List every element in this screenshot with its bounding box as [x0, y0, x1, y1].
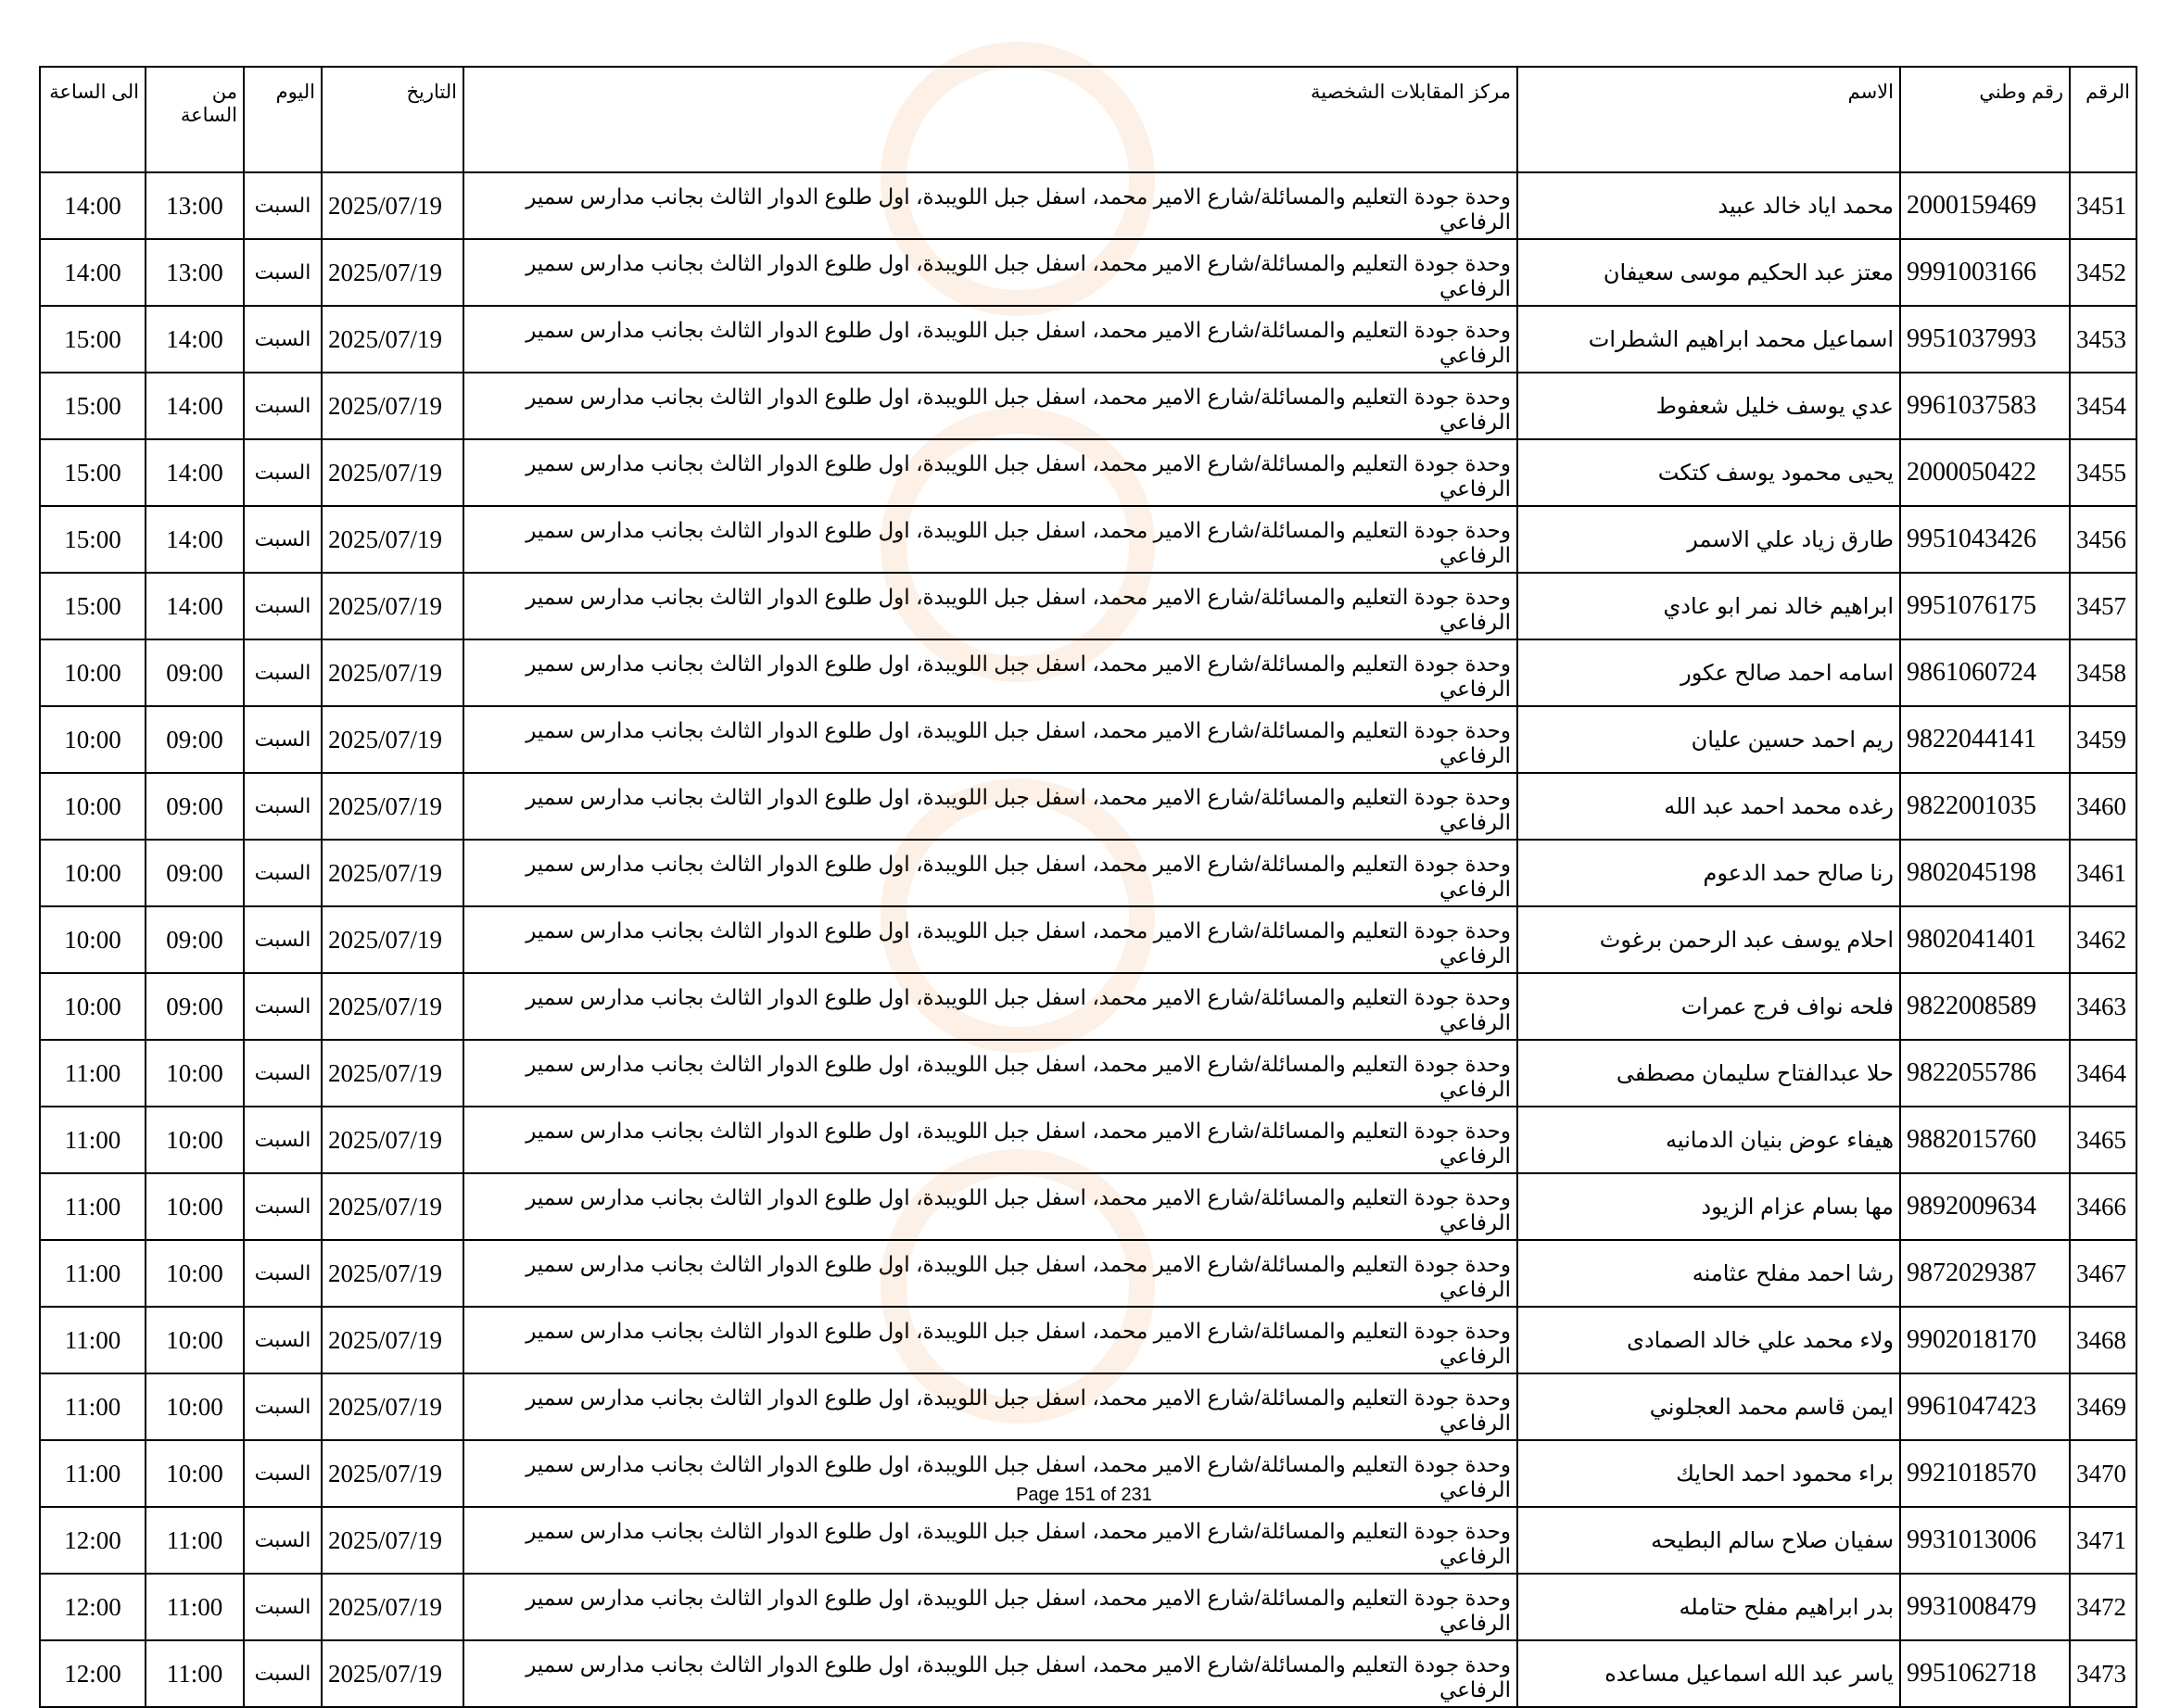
cell-name: مها بسام عزام الزيود: [1517, 1173, 1900, 1240]
cell-to: 11:00: [40, 1307, 146, 1373]
cell-date: 2025/07/19: [322, 306, 463, 373]
cell-national-id: 9951062718: [1900, 1640, 2070, 1707]
cell-center: وحدة جودة التعليم والمسائلة/شارع الامير محمد، اسفل جبل اللويبدة، اول طلوع الدوار الثالث بجانب مدارس سمير الرفاعي: [463, 1173, 1517, 1240]
cell-center: وحدة جودة التعليم والمسائلة/شارع الامير محمد، اسفل جبل اللويبدة، اول طلوع الدوار الثالث بجانب مدارس سمير الرفاعي: [463, 639, 1517, 706]
table-row: [40, 1574, 2136, 1640]
interview-schedule-table: [39, 66, 2137, 1708]
cell-to: 10:00: [40, 706, 146, 773]
cell-no: 3454: [2070, 373, 2136, 439]
cell-name: سفيان صلاح سالم البطيحه: [1517, 1507, 1900, 1574]
header-no: الرقم: [2070, 67, 2136, 172]
cell-day: السبت: [244, 1574, 322, 1640]
cell-center: وحدة جودة التعليم والمسائلة/شارع الامير محمد، اسفل جبل اللويبدة، اول طلوع الدوار الثالث بجانب مدارس سمير الرفاعي: [463, 573, 1517, 639]
cell-center: وحدة جودة التعليم والمسائلة/شارع الامير محمد، اسفل جبل اللويبدة، اول طلوع الدوار الثالث بجانب مدارس سمير الرفاعي: [463, 773, 1517, 840]
cell-to: 14:00: [40, 239, 146, 306]
cell-no: 3459: [2070, 706, 2136, 773]
cell-day: السبت: [244, 1373, 322, 1440]
cell-from: 14:00: [146, 439, 244, 506]
cell-national-id: 9931013006: [1900, 1507, 2070, 1574]
cell-date: 2025/07/19: [322, 906, 463, 973]
cell-day: السبت: [244, 906, 322, 973]
cell-day: السبت: [244, 1440, 322, 1507]
cell-day: السبت: [244, 506, 322, 573]
table-row: [40, 1307, 2136, 1373]
cell-day: السبت: [244, 1240, 322, 1307]
cell-date: 2025/07/19: [322, 1640, 463, 1707]
cell-day: السبت: [244, 1040, 322, 1107]
cell-to: 12:00: [40, 1640, 146, 1707]
cell-date: 2025/07/19: [322, 439, 463, 506]
table-row: [40, 1240, 2136, 1307]
cell-to: 12:00: [40, 1574, 146, 1640]
cell-day: السبت: [244, 1173, 322, 1240]
cell-name: رنا صالح حمد الدعوم: [1517, 840, 1900, 906]
table-row: [40, 906, 2136, 973]
table-row: [40, 373, 2136, 439]
cell-date: 2025/07/19: [322, 639, 463, 706]
cell-to: 10:00: [40, 639, 146, 706]
cell-no: 3471: [2070, 1507, 2136, 1574]
cell-no: 3460: [2070, 773, 2136, 840]
table-row: [40, 639, 2136, 706]
cell-day: السبت: [244, 306, 322, 373]
cell-date: 2025/07/19: [322, 573, 463, 639]
cell-national-id: 9802045198: [1900, 840, 2070, 906]
cell-no: 3465: [2070, 1107, 2136, 1173]
cell-to: 10:00: [40, 973, 146, 1040]
cell-date: 2025/07/19: [322, 1307, 463, 1373]
cell-from: 10:00: [146, 1173, 244, 1240]
cell-national-id: 9822055786: [1900, 1040, 2070, 1107]
cell-no: 3466: [2070, 1173, 2136, 1240]
cell-to: 12:00: [40, 1507, 146, 1574]
table-row: [40, 840, 2136, 906]
cell-from: 10:00: [146, 1440, 244, 1507]
cell-to: 11:00: [40, 1173, 146, 1240]
cell-to: 14:00: [40, 172, 146, 239]
cell-from: 10:00: [146, 1107, 244, 1173]
cell-day: السبت: [244, 439, 322, 506]
table-row: [40, 172, 2136, 239]
cell-no: 3468: [2070, 1307, 2136, 1373]
cell-from: 10:00: [146, 1307, 244, 1373]
table-row: [40, 1640, 2136, 1707]
cell-from: 14:00: [146, 573, 244, 639]
cell-national-id: 2000050422: [1900, 439, 2070, 506]
cell-date: 2025/07/19: [322, 706, 463, 773]
cell-no: 3456: [2070, 506, 2136, 573]
cell-from: 13:00: [146, 172, 244, 239]
cell-name: طارق زياد علي الاسمر: [1517, 506, 1900, 573]
cell-to: 11:00: [40, 1240, 146, 1307]
cell-day: السبت: [244, 1640, 322, 1707]
cell-day: السبت: [244, 373, 322, 439]
cell-name: يحيى محمود يوسف كتكت: [1517, 439, 1900, 506]
cell-national-id: 9961047423: [1900, 1373, 2070, 1440]
cell-date: 2025/07/19: [322, 1173, 463, 1240]
cell-date: 2025/07/19: [322, 172, 463, 239]
cell-center: وحدة جودة التعليم والمسائلة/شارع الامير محمد، اسفل جبل اللويبدة، اول طلوع الدوار الثالث بجانب مدارس سمير الرفاعي: [463, 1373, 1517, 1440]
cell-day: السبت: [244, 840, 322, 906]
table-row: [40, 1107, 2136, 1173]
cell-name: براء محمود احمد الحايك: [1517, 1440, 1900, 1507]
cell-from: 14:00: [146, 373, 244, 439]
table-row: [40, 306, 2136, 373]
cell-to: 11:00: [40, 1440, 146, 1507]
table-row: [40, 973, 2136, 1040]
cell-day: السبت: [244, 973, 322, 1040]
cell-name: رشا احمد مفلح عثامنه: [1517, 1240, 1900, 1307]
table-row: [40, 773, 2136, 840]
cell-no: 3472: [2070, 1574, 2136, 1640]
header-from: من الساعة: [146, 67, 244, 172]
cell-no: 3455: [2070, 439, 2136, 506]
cell-from: 11:00: [146, 1507, 244, 1574]
cell-center: وحدة جودة التعليم والمسائلة/شارع الامير محمد، اسفل جبل اللويبدة، اول طلوع الدوار الثالث بجانب مدارس سمير الرفاعي: [463, 973, 1517, 1040]
cell-center: وحدة جودة التعليم والمسائلة/شارع الامير محمد، اسفل جبل اللويبدة، اول طلوع الدوار الثالث بجانب مدارس سمير الرفاعي: [463, 306, 1517, 373]
cell-day: السبت: [244, 573, 322, 639]
cell-no: 3473: [2070, 1640, 2136, 1707]
cell-day: السبت: [244, 1307, 322, 1373]
cell-from: 13:00: [146, 239, 244, 306]
cell-to: 10:00: [40, 773, 146, 840]
cell-name: ولاء محمد علي خالد الصمادى: [1517, 1307, 1900, 1373]
cell-from: 11:00: [146, 1640, 244, 1707]
cell-national-id: 9951076175: [1900, 573, 2070, 639]
cell-center: وحدة جودة التعليم والمسائلة/شارع الامير محمد، اسفل جبل اللويبدة، اول طلوع الدوار الثالث بجانب مدارس سمير الرفاعي: [463, 1040, 1517, 1107]
cell-from: 11:00: [146, 1574, 244, 1640]
cell-no: 3452: [2070, 239, 2136, 306]
cell-to: 15:00: [40, 573, 146, 639]
cell-day: السبت: [244, 239, 322, 306]
cell-to: 11:00: [40, 1107, 146, 1173]
cell-date: 2025/07/19: [322, 1107, 463, 1173]
table-row: [40, 506, 2136, 573]
cell-national-id: 2000159469: [1900, 172, 2070, 239]
page-number: Page 151 of 231: [1016, 1485, 1152, 1505]
table-row: [40, 706, 2136, 773]
cell-name: هيفاء عوض بنيان الدمانيه: [1517, 1107, 1900, 1173]
cell-from: 10:00: [146, 1240, 244, 1307]
cell-national-id: 9921018570: [1900, 1440, 2070, 1507]
cell-to: 10:00: [40, 840, 146, 906]
table-row: [40, 1507, 2136, 1574]
cell-center: وحدة جودة التعليم والمسائلة/شارع الامير محمد، اسفل جبل اللويبدة، اول طلوع الدوار الثالث بجانب مدارس سمير الرفاعي: [463, 439, 1517, 506]
cell-center: وحدة جودة التعليم والمسائلة/شارع الامير محمد، اسفل جبل اللويبدة، اول طلوع الدوار الثالث بجانب مدارس سمير الرفاعي: [463, 172, 1517, 239]
cell-to: 11:00: [40, 1373, 146, 1440]
table-body: [40, 172, 2136, 1707]
cell-no: 3461: [2070, 840, 2136, 906]
cell-to: 10:00: [40, 906, 146, 973]
cell-day: السبت: [244, 1507, 322, 1574]
cell-no: 3458: [2070, 639, 2136, 706]
cell-date: 2025/07/19: [322, 506, 463, 573]
cell-no: 3451: [2070, 172, 2136, 239]
table-row: [40, 239, 2136, 306]
cell-name: احلام يوسف عبد الرحمن برغوث: [1517, 906, 1900, 973]
cell-date: 2025/07/19: [322, 1240, 463, 1307]
cell-national-id: 9931008479: [1900, 1574, 2070, 1640]
header-row: [40, 67, 2136, 172]
cell-national-id: 9951037993: [1900, 306, 2070, 373]
cell-national-id: 9902018170: [1900, 1307, 2070, 1373]
cell-name: ياسر عبد الله اسماعيل مساعده: [1517, 1640, 1900, 1707]
cell-center: وحدة جودة التعليم والمسائلة/شارع الامير محمد، اسفل جبل اللويبدة، اول طلوع الدوار الثالث بجانب مدارس سمير الرفاعي: [463, 706, 1517, 773]
cell-day: السبت: [244, 706, 322, 773]
cell-center: وحدة جودة التعليم والمسائلة/شارع الامير محمد، اسفل جبل اللويبدة، اول طلوع الدوار الثالث بجانب مدارس سمير الرفاعي: [463, 1574, 1517, 1640]
cell-date: 2025/07/19: [322, 773, 463, 840]
cell-no: 3462: [2070, 906, 2136, 973]
cell-date: 2025/07/19: [322, 1373, 463, 1440]
cell-date: 2025/07/19: [322, 1040, 463, 1107]
header-name: الاسم: [1517, 67, 1900, 172]
cell-national-id: 9961037583: [1900, 373, 2070, 439]
cell-no: 3453: [2070, 306, 2136, 373]
cell-national-id: 9822001035: [1900, 773, 2070, 840]
cell-date: 2025/07/19: [322, 1507, 463, 1574]
cell-center: وحدة جودة التعليم والمسائلة/شارع الامير محمد، اسفل جبل اللويبدة، اول طلوع الدوار الثالث بجانب مدارس سمير الرفاعي: [463, 506, 1517, 573]
cell-name: معتز عبد الحكيم موسى سعيفان: [1517, 239, 1900, 306]
cell-to: 15:00: [40, 506, 146, 573]
cell-center: وحدة جودة التعليم والمسائلة/شارع الامير محمد، اسفل جبل اللويبدة، اول طلوع الدوار الثالث بجانب مدارس سمير الرفاعي: [463, 1307, 1517, 1373]
cell-to: 15:00: [40, 306, 146, 373]
cell-to: 11:00: [40, 1040, 146, 1107]
cell-day: السبت: [244, 639, 322, 706]
header-to: الى الساعة: [40, 67, 146, 172]
cell-from: 10:00: [146, 1373, 244, 1440]
cell-center: وحدة جودة التعليم والمسائلة/شارع الامير محمد، اسفل جبل اللويبدة، اول طلوع الدوار الثالث بجانب مدارس سمير الرفاعي: [463, 1640, 1517, 1707]
cell-day: السبت: [244, 1107, 322, 1173]
cell-from: 09:00: [146, 773, 244, 840]
cell-name: رغده محمد احمد عبد الله: [1517, 773, 1900, 840]
table-row: [40, 1173, 2136, 1240]
cell-no: 3464: [2070, 1040, 2136, 1107]
cell-from: 09:00: [146, 906, 244, 973]
table-row: [40, 439, 2136, 506]
cell-center: وحدة جودة التعليم والمسائلة/شارع الامير محمد، اسفل جبل اللويبدة، اول طلوع الدوار الثالث بجانب مدارس سمير الرفاعي: [463, 1107, 1517, 1173]
cell-name: ابراهيم خالد نمر ابو عادي: [1517, 573, 1900, 639]
header-national-id: رقم وطني: [1900, 67, 2070, 172]
cell-center: وحدة جودة التعليم والمسائلة/شارع الامير محمد، اسفل جبل اللويبدة، اول طلوع الدوار الثالث بجانب مدارس سمير الرفاعي: [463, 1440, 1517, 1507]
table-row: [40, 1040, 2136, 1107]
cell-national-id: 9872029387: [1900, 1240, 2070, 1307]
cell-date: 2025/07/19: [322, 840, 463, 906]
cell-name: اسماعيل محمد ابراهيم الشطرات: [1517, 306, 1900, 373]
cell-from: 09:00: [146, 706, 244, 773]
cell-date: 2025/07/19: [322, 373, 463, 439]
cell-national-id: 9951043426: [1900, 506, 2070, 573]
cell-to: 15:00: [40, 439, 146, 506]
cell-from: 09:00: [146, 973, 244, 1040]
cell-day: السبت: [244, 773, 322, 840]
cell-date: 2025/07/19: [322, 239, 463, 306]
cell-name: ايمن قاسم محمد العجلوني: [1517, 1373, 1900, 1440]
cell-national-id: 9991003166: [1900, 239, 2070, 306]
cell-national-id: 9882015760: [1900, 1107, 2070, 1173]
cell-from: 09:00: [146, 639, 244, 706]
cell-national-id: 9802041401: [1900, 906, 2070, 973]
cell-to: 15:00: [40, 373, 146, 439]
header-center: مركز المقابلات الشخصية: [463, 67, 1517, 172]
header-day: اليوم: [244, 67, 322, 172]
cell-center: وحدة جودة التعليم والمسائلة/شارع الامير محمد، اسفل جبل اللويبدة، اول طلوع الدوار الثالث بجانب مدارس سمير الرفاعي: [463, 1240, 1517, 1307]
cell-from: 10:00: [146, 1040, 244, 1107]
header-date: التاريخ: [322, 67, 463, 172]
cell-from: 09:00: [146, 840, 244, 906]
table-row: [40, 573, 2136, 639]
cell-from: 14:00: [146, 506, 244, 573]
table-row: [40, 1373, 2136, 1440]
cell-no: 3469: [2070, 1373, 2136, 1440]
cell-no: 3457: [2070, 573, 2136, 639]
cell-date: 2025/07/19: [322, 1440, 463, 1507]
cell-no: 3470: [2070, 1440, 2136, 1507]
cell-from: 14:00: [146, 306, 244, 373]
cell-center: وحدة جودة التعليم والمسائلة/شارع الامير محمد، اسفل جبل اللويبدة، اول طلوع الدوار الثالث بجانب مدارس سمير الرفاعي: [463, 239, 1517, 306]
cell-center: وحدة جودة التعليم والمسائلة/شارع الامير محمد، اسفل جبل اللويبدة، اول طلوع الدوار الثالث بجانب مدارس سمير الرفاعي: [463, 373, 1517, 439]
cell-name: بدر ابراهيم مفلح حتامله: [1517, 1574, 1900, 1640]
cell-name: اسامه احمد صالح عكور: [1517, 639, 1900, 706]
cell-name: ريم احمد حسين عليان: [1517, 706, 1900, 773]
cell-day: السبت: [244, 172, 322, 239]
cell-name: فلحه نواف فرج عمرات: [1517, 973, 1900, 1040]
cell-no: 3467: [2070, 1240, 2136, 1307]
cell-date: 2025/07/19: [322, 1574, 463, 1640]
cell-name: عدي يوسف خليل شعفوط: [1517, 373, 1900, 439]
cell-center: وحدة جودة التعليم والمسائلة/شارع الامير محمد، اسفل جبل اللويبدة، اول طلوع الدوار الثالث بجانب مدارس سمير الرفاعي: [463, 1507, 1517, 1574]
cell-national-id: 9861060724: [1900, 639, 2070, 706]
cell-national-id: 9822008589: [1900, 973, 2070, 1040]
cell-name: حلا عبدالفتاح سليمان مصطفى: [1517, 1040, 1900, 1107]
cell-center: وحدة جودة التعليم والمسائلة/شارع الامير محمد، اسفل جبل اللويبدة، اول طلوع الدوار الثالث بجانب مدارس سمير الرفاعي: [463, 840, 1517, 906]
cell-name: محمد اياد خالد عبيد: [1517, 172, 1900, 239]
cell-date: 2025/07/19: [322, 973, 463, 1040]
cell-no: 3463: [2070, 973, 2136, 1040]
cell-national-id: 9892009634: [1900, 1173, 2070, 1240]
cell-national-id: 9822044141: [1900, 706, 2070, 773]
cell-center: وحدة جودة التعليم والمسائلة/شارع الامير محمد، اسفل جبل اللويبدة، اول طلوع الدوار الثالث بجانب مدارس سمير الرفاعي: [463, 906, 1517, 973]
